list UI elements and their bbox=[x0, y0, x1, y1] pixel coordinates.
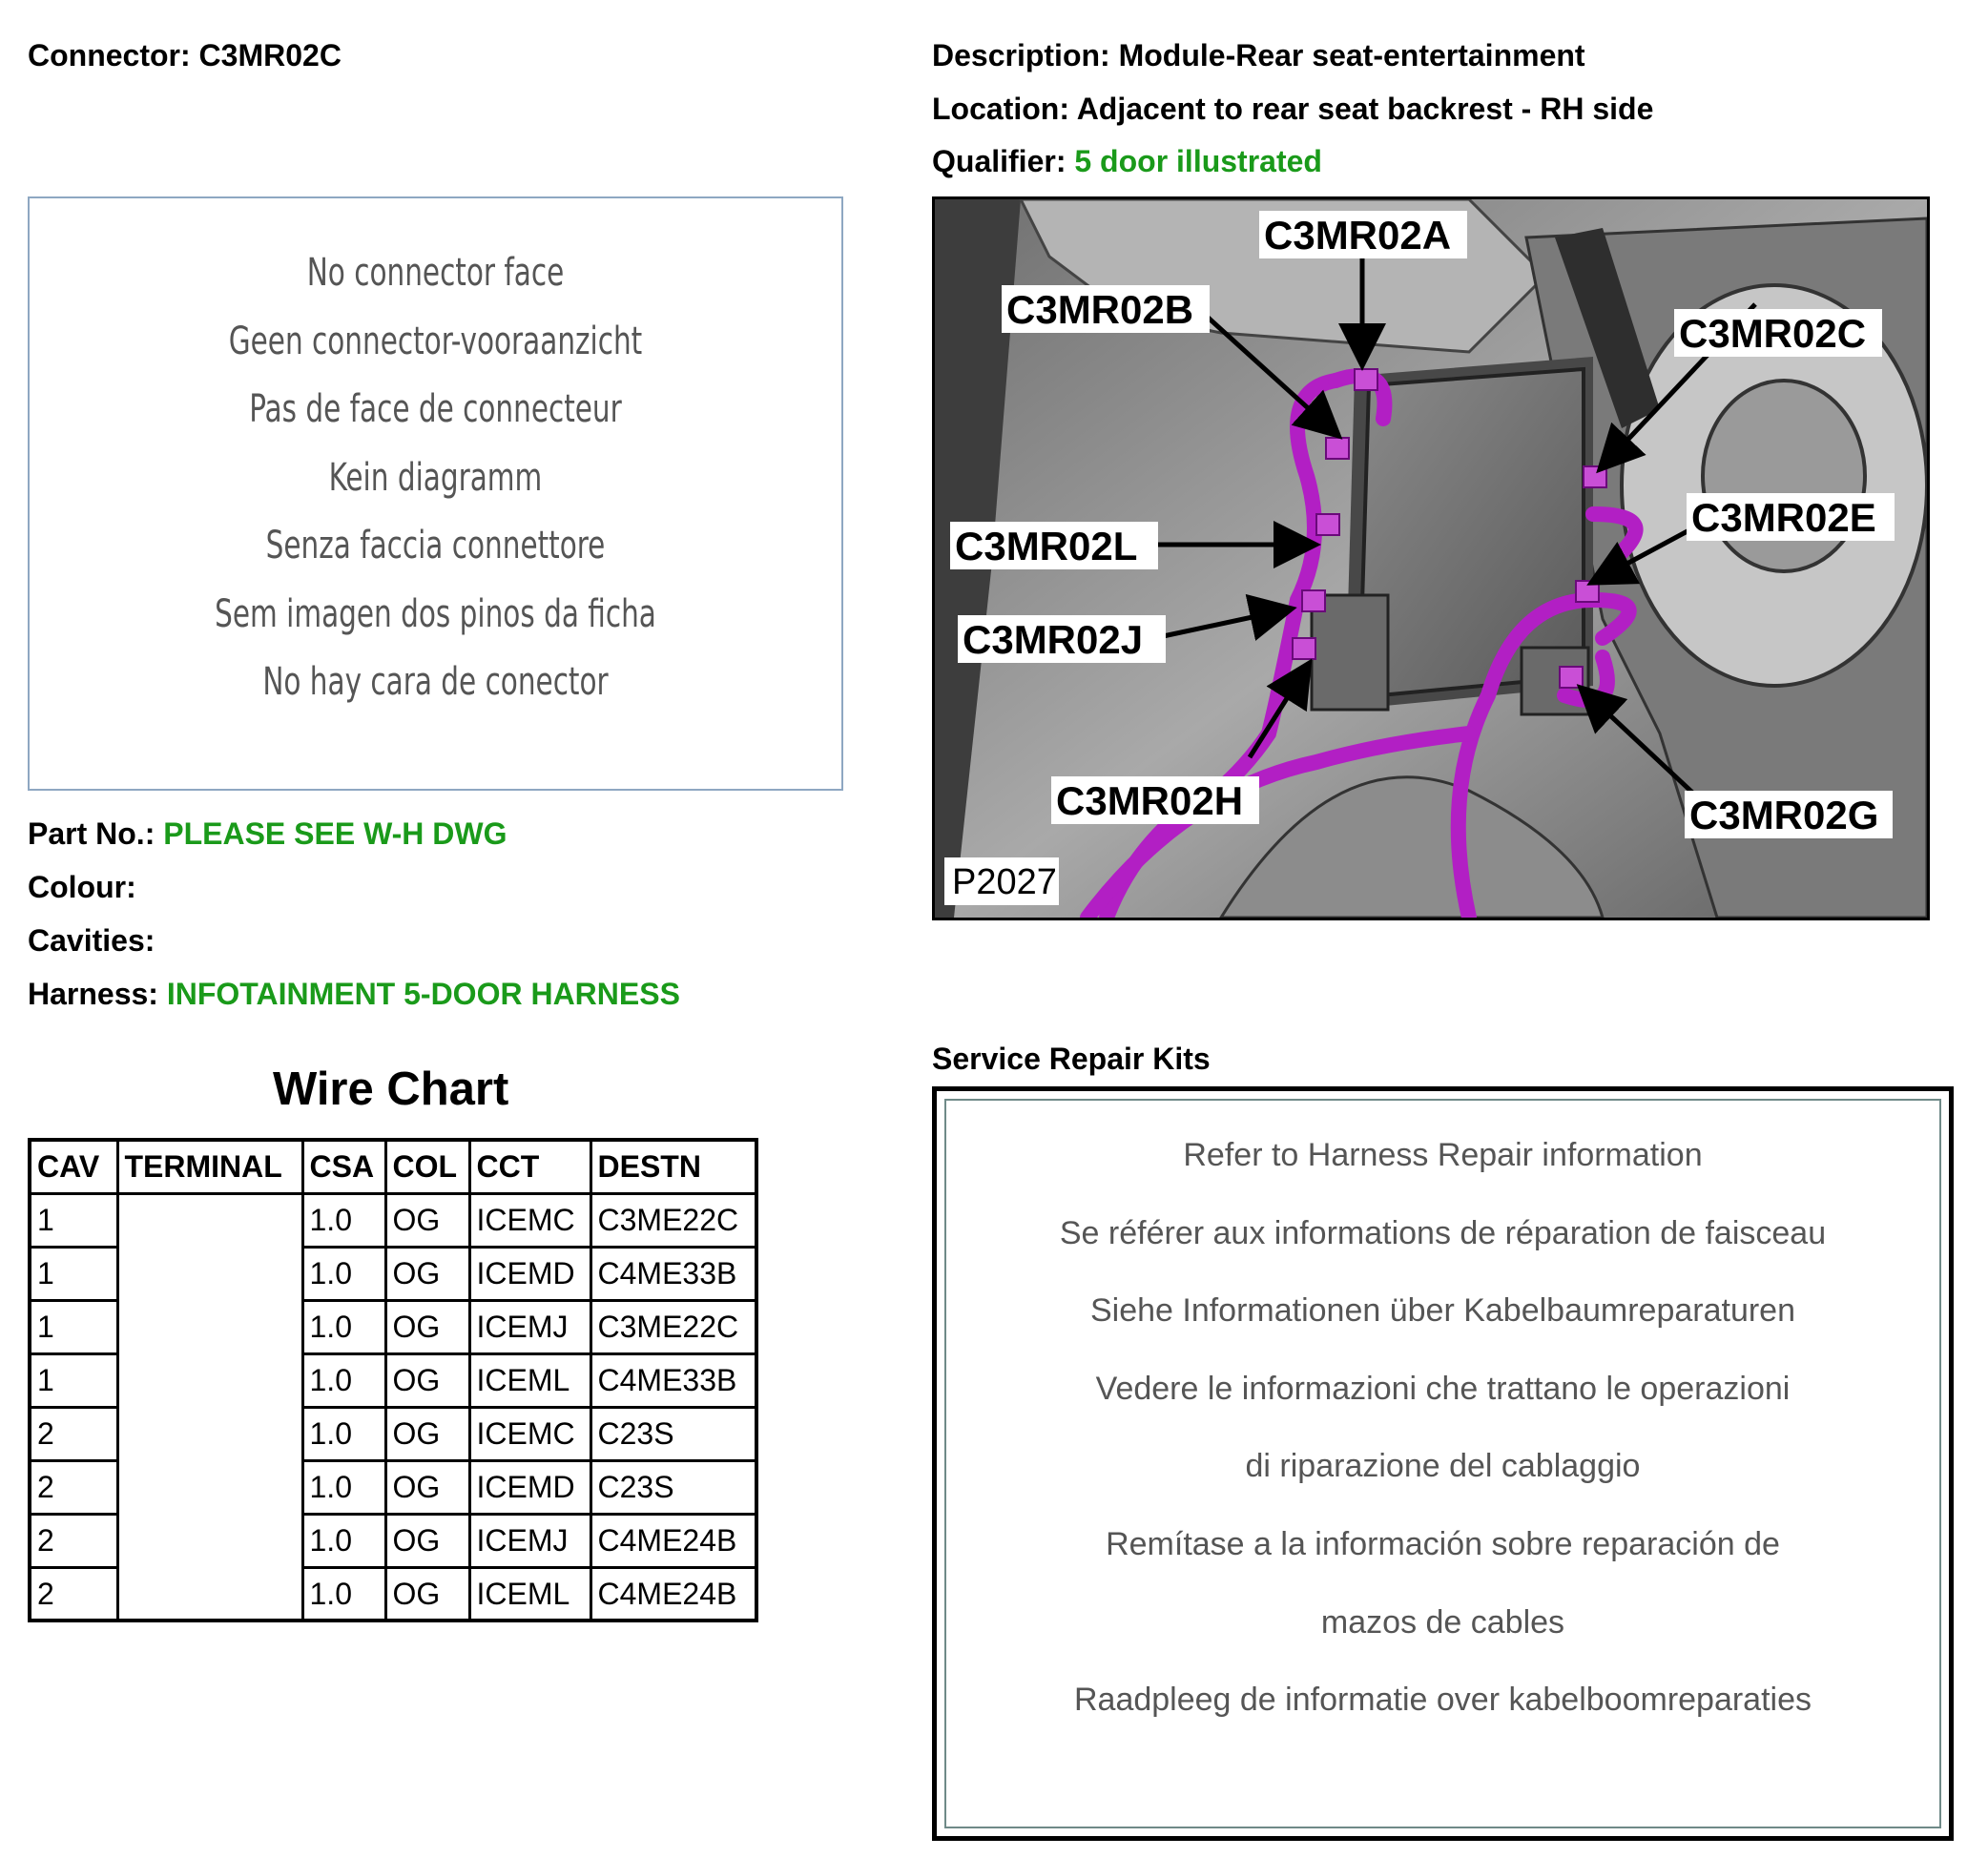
cell-cav: 1 bbox=[30, 1247, 117, 1300]
cell-csa: 1.0 bbox=[302, 1567, 385, 1621]
connector-header bbox=[28, 40, 342, 71]
cell-destn: C4ME24B bbox=[590, 1514, 756, 1567]
face-line: No hay cara de conector bbox=[262, 660, 609, 704]
location-illustration bbox=[932, 196, 1930, 920]
service-repair-kits-text bbox=[946, 1139, 1939, 1762]
header-col: COL bbox=[385, 1140, 469, 1193]
wire-chart-header-row bbox=[30, 1140, 756, 1193]
cell-cct: ICEML bbox=[469, 1353, 590, 1407]
cell-col: OG bbox=[385, 1460, 469, 1514]
colour-line bbox=[28, 872, 136, 902]
service-repair-kits-title: Service Repair Kits bbox=[932, 1042, 1211, 1076]
callout-c3mr02l: C3MR02L bbox=[955, 524, 1138, 568]
callout-c3mr02c: C3MR02C bbox=[1679, 311, 1867, 356]
cavities-line bbox=[28, 925, 155, 956]
wheel-hub bbox=[1703, 381, 1865, 571]
connector-face-text bbox=[30, 251, 841, 732]
connector-value: C3MR02C bbox=[198, 38, 342, 72]
header-destn: DESTN bbox=[590, 1140, 756, 1193]
connector-label: Connector: bbox=[28, 38, 191, 72]
cell-col: OG bbox=[385, 1247, 469, 1300]
cell-csa: 1.0 bbox=[302, 1247, 385, 1300]
cell-cav: 1 bbox=[30, 1193, 117, 1247]
kit-line: Refer to Harness Repair information bbox=[1183, 1137, 1703, 1173]
callout-c3mr02j: C3MR02J bbox=[963, 617, 1144, 662]
header-csa: CSA bbox=[302, 1140, 385, 1193]
face-line: Senza faccia connettore bbox=[265, 524, 606, 568]
cell-col: OG bbox=[385, 1300, 469, 1353]
cell-cct: ICEML bbox=[469, 1567, 590, 1621]
header-cct: CCT bbox=[469, 1140, 590, 1193]
cell-cav: 1 bbox=[30, 1353, 117, 1407]
kit-line: Siehe Informationen über Kabelbaumreparaturen bbox=[1089, 1292, 1796, 1330]
header-terminal: TERMINAL bbox=[117, 1140, 302, 1193]
cell-cct: ICEMJ bbox=[469, 1300, 590, 1353]
cell-destn: C3ME22C bbox=[590, 1193, 756, 1247]
kit-line: Se référer aux informations de réparation de faisceau bbox=[1059, 1214, 1827, 1251]
cell-cav: 2 bbox=[30, 1460, 117, 1514]
cell-csa: 1.0 bbox=[302, 1300, 385, 1353]
cell-csa: 1.0 bbox=[302, 1514, 385, 1567]
cell-cav: 2 bbox=[30, 1407, 117, 1460]
qualifier-value: 5 door illustrated bbox=[1074, 144, 1322, 178]
callout-c3mr02a: C3MR02A bbox=[1264, 213, 1452, 258]
callout-c3mr02b: C3MR02B bbox=[1006, 287, 1194, 332]
cell-cct: ICEMC bbox=[469, 1407, 590, 1460]
qualifier-line bbox=[932, 146, 1322, 176]
callout-c3mr02g: C3MR02G bbox=[1689, 793, 1879, 837]
wire-chart-title: Wire Chart bbox=[273, 1063, 509, 1115]
cell-csa: 1.0 bbox=[302, 1407, 385, 1460]
harness-value: INFOTAINMENT 5-DOOR HARNESS bbox=[166, 977, 680, 1011]
cell-csa: 1.0 bbox=[302, 1353, 385, 1407]
location-label: Location: bbox=[932, 92, 1069, 126]
cell-destn: C23S bbox=[590, 1407, 756, 1460]
kit-line: Raadpleeg de informatie over kabelboomreparaties bbox=[1073, 1682, 1812, 1719]
location-line bbox=[932, 93, 1653, 124]
description-value: Module-Rear seat-entertainment bbox=[1118, 38, 1585, 72]
cell-destn: C4ME24B bbox=[590, 1567, 756, 1621]
cell-cct: ICEMJ bbox=[469, 1514, 590, 1567]
location-value: Adjacent to rear seat backrest - RH side bbox=[1076, 92, 1654, 126]
kit-line: mazos de cables bbox=[1320, 1603, 1565, 1641]
cell-cav: 2 bbox=[30, 1514, 117, 1567]
kit-line: Vedere le informazioni che trattano le operazioni bbox=[1095, 1370, 1791, 1407]
cell-cav: 2 bbox=[30, 1567, 117, 1621]
cell-csa: 1.0 bbox=[302, 1460, 385, 1514]
cell-destn: C3ME22C bbox=[590, 1300, 756, 1353]
cell-col: OG bbox=[385, 1193, 469, 1247]
face-line: Geen connector-vooraanzicht bbox=[228, 319, 643, 363]
table-row bbox=[30, 1193, 756, 1247]
service-repair-kits-inner bbox=[944, 1099, 1941, 1828]
figure-id: P2027 bbox=[952, 862, 1057, 902]
cell-cct: ICEMD bbox=[469, 1247, 590, 1300]
cell-csa: 1.0 bbox=[302, 1193, 385, 1247]
cell-cct: ICEMC bbox=[469, 1193, 590, 1247]
cell-cct: ICEMD bbox=[469, 1460, 590, 1514]
connector-face-panel bbox=[28, 196, 843, 791]
qualifier-label: Qualifier: bbox=[932, 144, 1066, 178]
cell-destn: C4ME33B bbox=[590, 1353, 756, 1407]
header-cav: CAV bbox=[30, 1140, 117, 1193]
cell-col: OG bbox=[385, 1407, 469, 1460]
harness-label: Harness: bbox=[28, 977, 158, 1011]
part-no-value: PLEASE SEE W-H DWG bbox=[163, 816, 507, 851]
cell-col: OG bbox=[385, 1353, 469, 1407]
cell-col: OG bbox=[385, 1514, 469, 1567]
face-line: Kein diagramm bbox=[328, 455, 543, 500]
callout-c3mr02h: C3MR02H bbox=[1056, 778, 1244, 823]
face-line: Sem imagen dos pinos da ficha bbox=[215, 591, 656, 636]
service-repair-kits-panel bbox=[932, 1086, 1954, 1841]
cell-col: OG bbox=[385, 1567, 469, 1621]
colour-label: Colour: bbox=[28, 870, 136, 904]
part-no-line bbox=[28, 818, 507, 849]
harness-line bbox=[28, 979, 680, 1009]
cell-destn: C4ME33B bbox=[590, 1247, 756, 1300]
description-line bbox=[932, 40, 1585, 71]
description-label: Description: bbox=[932, 38, 1110, 72]
cavities-label: Cavities: bbox=[28, 923, 155, 958]
face-line: No connector face bbox=[306, 251, 565, 295]
kit-line: di riparazione del cablaggio bbox=[1245, 1448, 1641, 1485]
cell-destn: C23S bbox=[590, 1460, 756, 1514]
wire-chart-table bbox=[28, 1138, 758, 1622]
part-no-label: Part No.: bbox=[28, 816, 155, 851]
kit-line: Remítase a la información sobre reparación de bbox=[1106, 1525, 1780, 1562]
face-line: Pas de face de connecteur bbox=[249, 387, 622, 431]
cell-cav: 1 bbox=[30, 1300, 117, 1353]
cell-terminal bbox=[117, 1193, 302, 1621]
callout-c3mr02e: C3MR02E bbox=[1691, 495, 1876, 540]
